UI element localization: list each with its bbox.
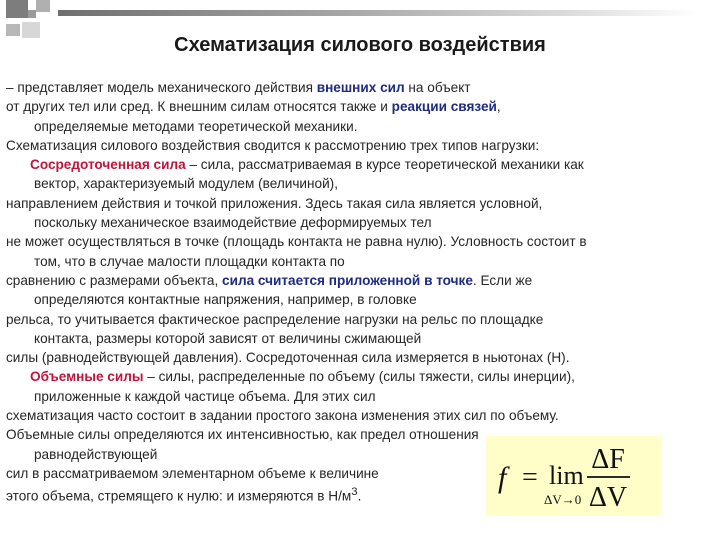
text-line-2 [6, 97, 706, 116]
text-line-6: вектор, характеризуемый модулем (величиной), [34, 176, 338, 192]
decor-square-grey [36, 0, 50, 12]
text-span: – представляет модель механического действия [6, 80, 317, 95]
text-line-16 [6, 367, 706, 386]
text-line-8: поскольку механическое взаимодействие деформируемых тел [34, 215, 432, 231]
term-point-applied: сила считается приложенной в точке [222, 272, 473, 288]
term-volume-forces: Объемные силы [30, 369, 144, 385]
text-line-1 [6, 78, 706, 97]
text-line-20: равнодействующей [34, 446, 158, 462]
formula-numerator: ΔF [591, 444, 625, 475]
text-span: этого объема, стремящего к нулю: и измеряются в Н/м [6, 488, 352, 504]
term-concentrated-force: Сосредоточенная сила [30, 157, 186, 173]
text-line-9: не может осуществляться в точке (площадь контакта не равна нулю). Условность состоит в [6, 234, 587, 250]
text-line-11 [6, 271, 706, 290]
unit-exponent: 3 [351, 486, 358, 499]
text-line-19: Объемные силы определяются их интенсивностью, как предел отношения [6, 427, 479, 443]
text-line-4: Схематизация силового воздействия сводится к рассмотрению трех типов нагрузки: [6, 137, 540, 153]
text-line-21: сил в рассматриваемом элементарном объеме к величине [6, 465, 379, 481]
text-span: – сила, рассматриваемая в курсе теоретической механики как [185, 157, 584, 173]
text-span: , [496, 99, 501, 115]
formula-denominator: ΔV [588, 482, 628, 513]
text-span: на объект [404, 80, 471, 95]
formula-lhs: f [498, 461, 507, 494]
term-external-forces: внешних сил [316, 80, 405, 95]
text-line-13: рельса, то учитывается фактическое распределение нагрузки на рельс по площадке [6, 311, 544, 327]
formula-lim: lim [549, 461, 584, 490]
text-span: . Если же [472, 272, 533, 288]
text-line-7: направлением действия и точкой приложения. Здесь такая сила является условной, [6, 195, 543, 211]
text-line-17: приложенные к каждой частице объема. Для этих сил [34, 388, 376, 404]
formula-limit-subscript: ΔV→0 [544, 492, 582, 507]
text-span: . [357, 488, 362, 504]
formula-equals: = [522, 462, 538, 493]
text-span: – силы, распределенные по объему (силы тяжести, силы инерции), [143, 369, 575, 385]
decor-square-small [28, 10, 36, 18]
text-line-15: силы (равнодействующей давления). Сосредоточенная сила измеряется в ньютонах (Н). [6, 350, 570, 366]
slide-title: Схематизация силового воздействия [174, 34, 546, 56]
text-line-18: схематизация часто состоит в задании простого закона изменения этих сил по объему. [6, 408, 559, 424]
intensity-formula [486, 436, 662, 516]
term-reactions: реакции связей [391, 99, 497, 115]
text-line-12: определяются контактные напряжения, например, в головке [34, 292, 417, 308]
text-line-14: контакта, размеры которой зависят от величины сжимающей [34, 330, 422, 346]
text-line-3: определяемые методами теоретической механики. [34, 118, 358, 134]
text-span: от других тел или сред. К внешним силам относятся также и [6, 99, 392, 115]
decor-square-dark [6, 0, 28, 18]
text-line-5 [6, 155, 706, 174]
text-span: сравнению с размерами объекта, [6, 272, 223, 288]
text-line-10: том, что в случае малости площадки контакта по [34, 253, 345, 269]
intensity-formula-box [486, 436, 662, 516]
header-gradient-bar [58, 10, 698, 16]
